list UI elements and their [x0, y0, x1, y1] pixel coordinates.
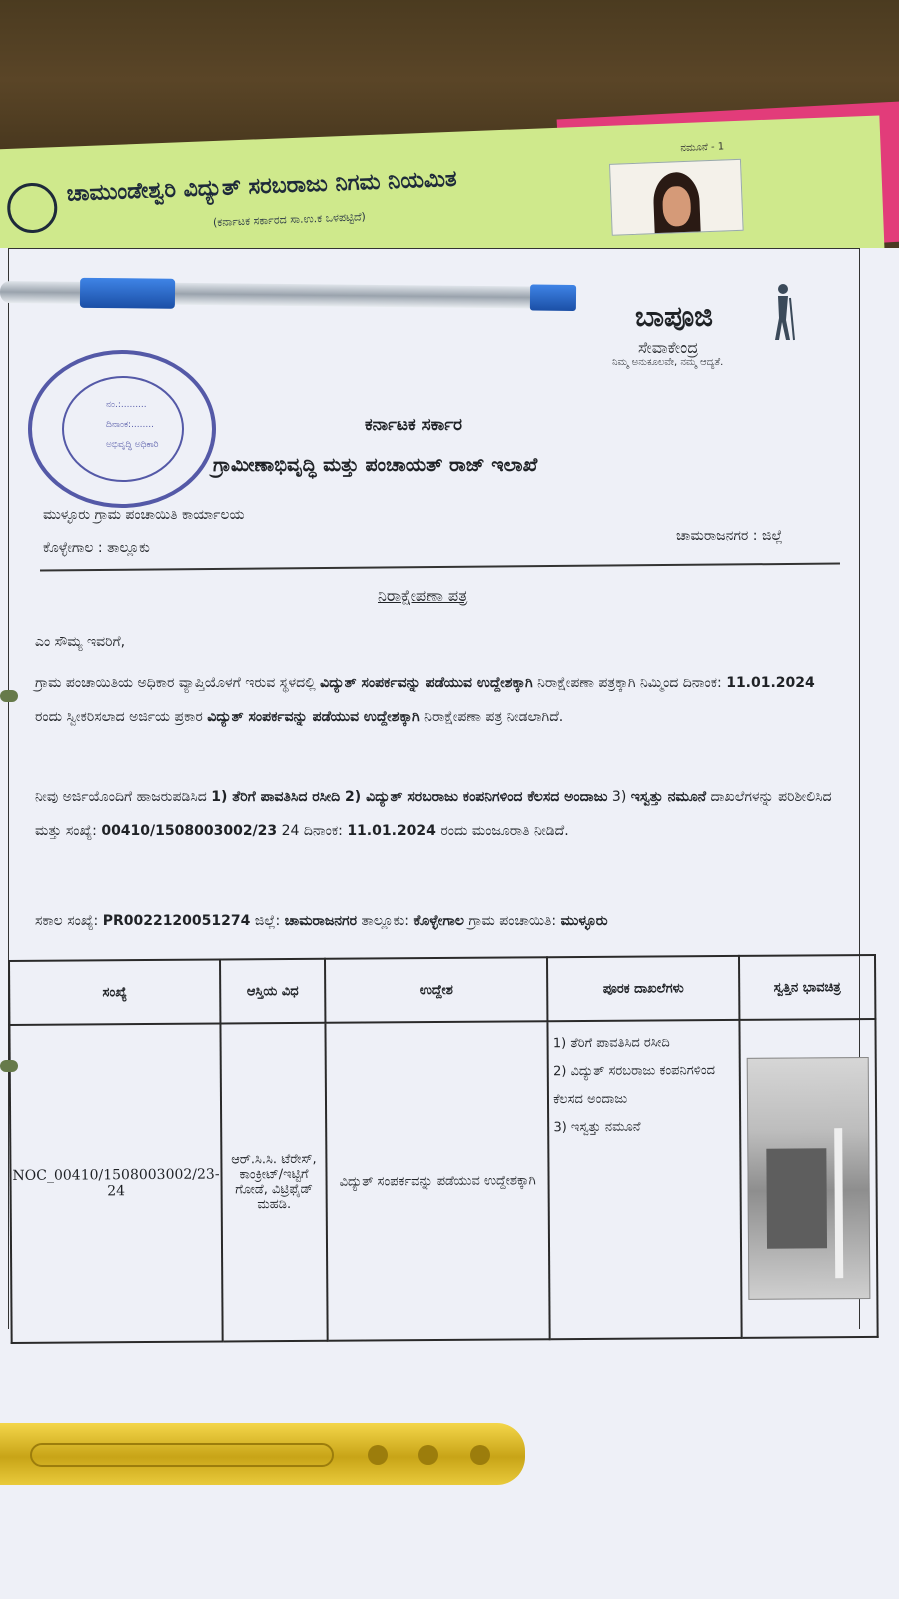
pen	[0, 273, 580, 319]
applicant-photo	[609, 159, 744, 236]
seal-number: ನಂ.:.........	[106, 400, 147, 410]
office-name: ಮುಳ್ಳೂರು ಗ್ರಾಮ ಪಂಚಾಯಿತಿ ಕಾರ್ಯಾಲಯ	[43, 507, 245, 523]
noc-number: NOC_00410/1508003002/23-24	[9, 1024, 222, 1343]
bapuji-logo-tagline: ನಿಮ್ಮ ಅನುಕೂಲವೇ, ನಮ್ಮ ಆದ್ಯತೆ.	[612, 357, 724, 368]
purpose: ವಿದ್ಯುತ್ ಸಂಪರ್ಕವನ್ನು ಪಡೆಯುವ ಉದ್ದೇಶಕ್ಕಾಗಿ	[325, 1021, 550, 1341]
property-photo	[747, 1057, 871, 1300]
district-label: ಚಾಮರಾಜನಗರ : ಜಿಲ್ಲೆ	[676, 528, 783, 544]
supporting-documents	[548, 1020, 742, 1339]
seal-date: ದಿನಾಂಕ:........	[106, 420, 154, 430]
panchayat-seal	[28, 350, 216, 508]
header-documents: ಪೂರಕ ದಾಖಲೆಗಳು	[547, 956, 739, 1021]
salutation: ಎಂ ಸೌಮ್ಯ ಇವರಿಗೆ,	[35, 634, 126, 650]
table-row	[9, 1019, 877, 1343]
header-property-type: ಆಸ್ತಿಯ ವಿಧ	[220, 959, 325, 1024]
header-purpose: ಉದ್ದೇಶ	[325, 957, 548, 1023]
document-item-1: 1) ತೆರಿಗೆ ಪಾವತಿಸಿದ ರಸೀದಿ	[552, 1035, 670, 1052]
file-fastener-clip	[0, 1423, 525, 1485]
header-number: ಸಂಖ್ಯೆ	[9, 960, 220, 1025]
form-tag: ನಮೂನೆ - 1	[680, 141, 725, 155]
company-subtitle: (ಕರ್ನಾಟಕ ಸರ್ಕಾರದ ಸಾ.ಉ.ಕ ಒಳಪಟ್ಟಿದೆ)	[212, 210, 367, 230]
seal-officer: ಅಭಿವೃದ್ಧಿ ಅಧಿಕಾರಿ	[106, 440, 159, 450]
bapuji-logo-sub: ಸೇವಾಕೇಂದ್ರ	[638, 338, 699, 357]
document-heading: ನಿರಾಕ್ಷೇಪಣಾ ಪತ್ರ	[378, 586, 468, 605]
gandhi-figure-icon	[770, 282, 796, 342]
emblem-icon	[6, 182, 58, 234]
binder-staple	[0, 690, 18, 702]
header-photo: ಸ್ವತ್ತಿನ ಭಾವಚಿತ್ರ	[739, 955, 875, 1020]
property-photo-cell	[739, 1019, 877, 1338]
bapuji-logo-name: ಬಾಪೂಜಿ	[635, 300, 713, 333]
government-title: ಕರ್ನಾಟಕ ಸರ್ಕಾರ	[365, 415, 463, 435]
document-item-2: 2) ವಿದ್ಯುತ್ ಸರಬರಾಜು ಕಂಪನಿಗಳಿಂದ ಕೆಲಸದ ಅಂದಾಜು	[552, 1063, 716, 1108]
table-header-row	[9, 955, 875, 1025]
noc-table	[8, 954, 879, 1344]
company-title: ಚಾಮುಂಡೇಶ್ವರಿ ವಿದ್ಯುತ್ ಸರಬರಾಜು ನಿಗಮ ನಿಯಮಿತ	[66, 166, 458, 207]
document-item-3: 3) ಇಸ್ವತ್ತು ನಮೂನೆ	[553, 1119, 641, 1136]
taluk-label: ಕೊಳ್ಳೇಗಾಲ : ತಾಲ್ಲೂಕು	[43, 540, 150, 556]
department-title: ಗ್ರಾಮೀಣಾಭಿವೃದ್ಧಿ ಮತ್ತು ಪಂಚಾಯತ್ ರಾಜ್ ಇಲಾಖೆ	[213, 454, 538, 476]
property-type: ಆರ್.ಸಿ.ಸಿ. ಟೆರೇಸ್, ಕಾಂಕ್ರೀಟ್/ಇಟ್ಟಿಗೆ ಗೋಡೆ, ವಿಟ್ರಿಫೈಡ್ ಮಹಡಿ.	[220, 1023, 327, 1342]
paragraph-3: ಸಕಾಲ ಸಂಖ್ಯೆ: PR0022120051274 ಜಿಲ್ಲೆ: ಚಾಮರಾಜನಗರ ತಾಲ್ಲೂಕು: ಕೊಳ್ಳೇಗಾಲ ಗ್ರಾಮ ಪಂಚಾಯಿತಿ: ಮುಳ್ಳೂರು	[35, 913, 608, 929]
paragraph-1: ಗ್ರಾಮ ಪಂಚಾಯಿತಿಯ ಅಧಿಕಾರ ವ್ಯಾಪ್ತಿಯೊಳಗೆ ಇರುವ ಸ್ಥಳದಲ್ಲಿ ವಿದ್ಯುತ್ ಸಂಪರ್ಕವನ್ನು ಪಡೆಯುವ ಉದ್ದೇಶಕ್ಕಾಗಿ ನಿರಾಕ್ಷೇಪಣಾ ಪತ್ರಕ್ಕಾಗಿ ನಿಮ್ಮಿಂದ ದಿನಾಂಕ: 11.01.2024 ರಂದು ಸ್ವೀಕರಿಸಲಾದ ಅರ್ಜಿಯ ಪ್ರಕಾರ ವಿದ್ಯುತ್ ಸಂಪರ್ಕವನ್ನು ಪಡೆಯುವ ಉದ್ದೇಶಕ್ಕಾಗಿ ನಿರಾಕ್ಷೇಪಣಾ ಪತ್ರ ನೀಡಲಾಗಿದೆ.	[35, 675, 815, 725]
paragraph-2: ನೀವು ಅರ್ಜಿಯೊಂದಿಗೆ ಹಾಜರುಪಡಿಸಿದ 1) ತೆರಿಗೆ ಪಾವತಿಸಿದ ರಸೀದಿ 2) ವಿದ್ಯುತ್ ಸರಬರಾಜು ಕಂಪನಿಗಳಿಂದ ಕೆಲಸದ ಅಂದಾಜು 3) ಇಸ್ವತ್ತು ನಮೂನೆ ದಾಖಲೆಗಳನ್ನು ಪರಿಶೀಲಿಸಿದ ಮತ್ತು ಸಂಖ್ಯೆ: 00410/1508003002/23 24 ದಿನಾಂಕ: 11.01.2024 ರಂದು ಮಂಜೂರಾತಿ ನೀಡಿದೆ.	[35, 789, 832, 839]
binder-staple	[0, 1060, 18, 1072]
